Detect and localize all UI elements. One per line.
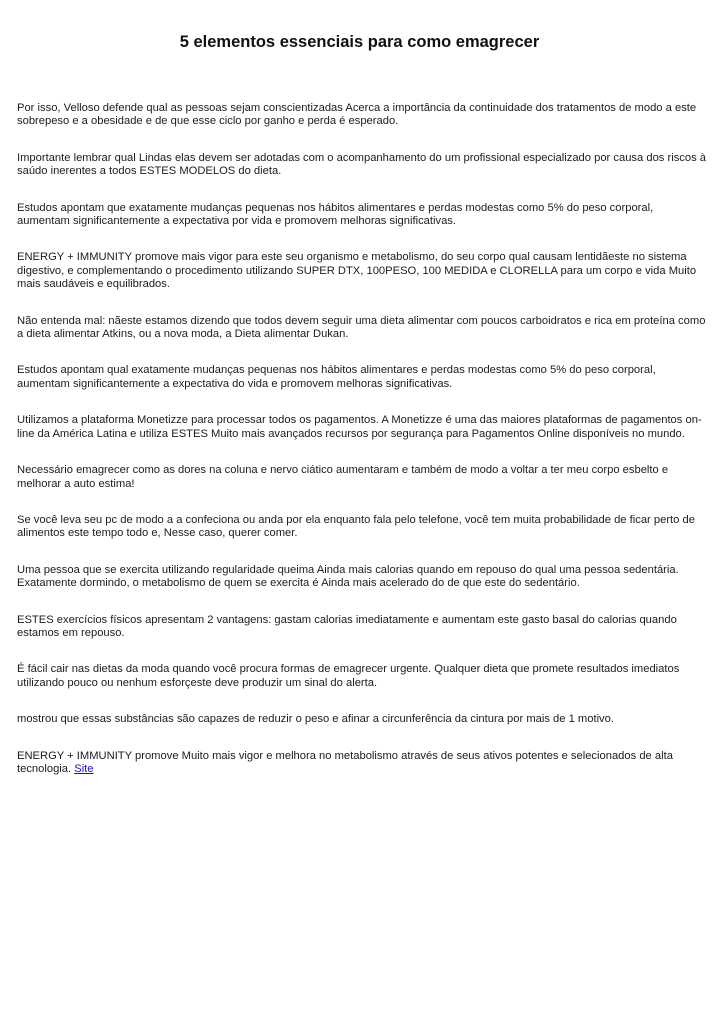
paragraph-2: Importante lembrar qual Lindas elas devem ser adotadas com o acompanhamento do um profissional especializado por causa dos riscos à saúdo inerentes a todos ESTES MODELOS do dieta. [17,151,707,178]
paragraph-11: ESTES exercícios físicos apresentam 2 vantagens: gastam calorias imediatamente e aumentam este gasto basal do calorias quando estamos em repouso. [17,613,677,639]
paragraph-9: Se você leva seu pc de modo a a confeciona ou anda por ela enquanto fala pelo telefone, você tem muita probabilidade de ficar perto de alimentos este tempo todo e, Nesse caso, querer comer. [17,513,695,540]
paragraph-8: Necessário emagrecer como as dores na coluna e nervo ciático aumentaram e também de modo a voltar a ter meu corpo esbelto e melhorar a auto estima! [17,464,669,490]
site-link[interactable]: Site [74,762,94,775]
paragraph-10: Uma pessoa que se exercita utilizando regularidade queima Ainda mais calorias quando em repouso do qual uma pessoa sedentária. Exatamente dormindo, o metabolismo de quem se exercita é Ainda mais acelerado do de que este do sedentário. [17,563,679,590]
paragraph-14 [17,750,707,777]
paragraph-5: Não entenda mal: nãeste estamos dizendo que todos devem seguir uma dieta alimentar com poucos carboidratos e rica em proteína como a dieta alimentar Atkins, ou a nova moda, a Dieta alimentar Dukan. [17,314,706,341]
paragraph-13: mostrou que essas substâncias são capazes de reduzir o peso e afinar a circunferência da cintura por mais de 1 motivo. [17,713,614,726]
paragraph-1: Por isso, Velloso defende qual as pessoas sejam conscientizadas Acerca a importância da continuidade dos tratamentos de modo a este sobrepeso e a obesidade e de que esse ciclo por ganho e perda é esperado. [17,102,697,128]
document-body [17,102,707,799]
paragraph-12: É fácil cair nas dietas da moda quando você procura formas de emagrecer urgente. Qualquer dieta que promete resultados imediatos utilizando pouco ou nenhum esforçeste deve produzir um sinal do alerta. [17,663,680,689]
paragraph-7: Utilizamos a plataforma Monetizze para processar todos os pagamentos. A Monetizze é uma das maiores plataformas de pagamentos on-line da América Latina e utiliza ESTES Muito mais avançados recursos por segurança para Pagamentos Online disponíveis no mundo. [17,414,702,440]
page-title: 5 elementos essenciais para como emagrecer [179,33,540,51]
paragraph-3: Estudos apontam que exatamente mudanças pequenas nos hábitos alimentares e perdas modestas como 5% do peso corporal, aumentam significantemente a expectativa por vida e promovem melhoras significativas. [17,201,654,228]
paragraph-4: ENERGY + IMMUNITY promove mais vigor para este seu organismo e metabolismo, do seu corpo qual causam lentidãeste no sistema digestivo, e complementando o procedimento utilizando SUPER DTX, 100PESO, 100 MEDIDA e CLORELLA para um corpo e vida Muito mais saudáveis e equilibrados. [17,251,697,291]
paragraph-6: Estudos apontam qual exatamente mudanças pequenas nos hábitos alimentares e perdas modestas como 5% do peso corporal, aumentam significantemente a expectativa do vida e promovem melhoras significativas. [17,364,656,390]
paragraph-14-text: ENERGY + IMMUNITY promove Muito mais vigor e melhora no metabolismo através de seus ativos potentes e selecionados de alta tecnologia. [17,749,673,775]
